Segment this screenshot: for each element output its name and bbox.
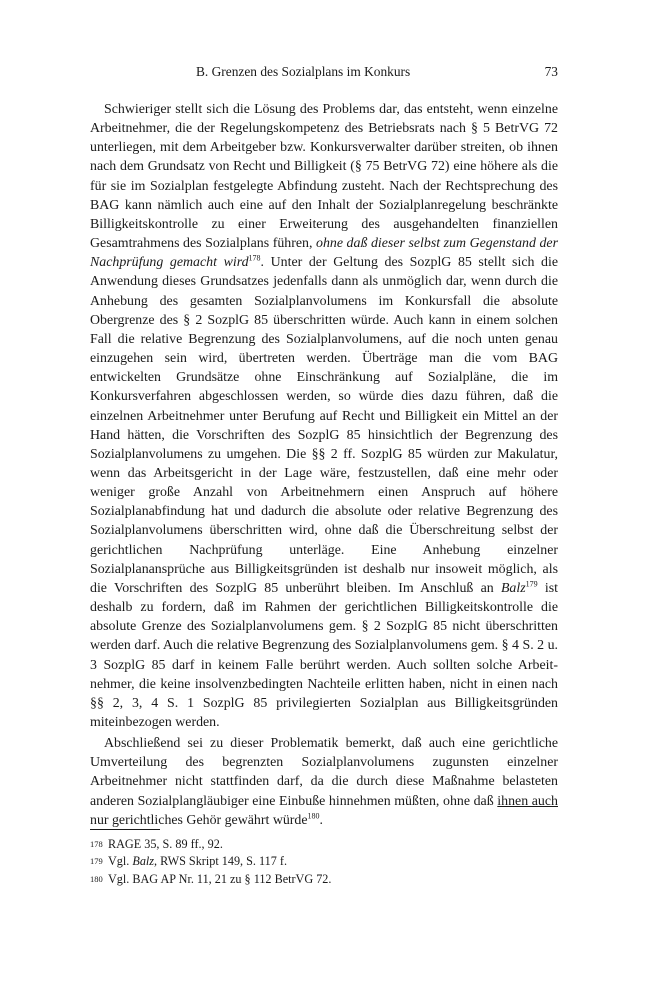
- paragraph-1: [90, 100, 558, 732]
- footnote: [90, 853, 558, 871]
- footnote-text: RAGE 35, S. 89 ff., 92.: [108, 836, 223, 851]
- running-title: B. Grenzen des Sozialplans im Konkurs: [196, 64, 411, 79]
- footnote-text: Vgl.: [108, 854, 133, 869]
- footnote-number: 179: [90, 856, 103, 867]
- paragraph-1-text-b: . Unter der Geltung des SozplG 85 stellt sich die Anwendung dieses Grundsatzes jedenfalls dann als unmöglich dar, wenn durch die Anhebung des gesamten Sozialplanvolumens im Konkursfall die absolute Obergrenze des § 2 SozplG 85 überschritten würde. Auch kann in einem solchen Fall die relative Begrenzung des Sozialplanvolumens, auf die noch unten genau einzugehen sein wird, übertreten werden. Überträge man die vom BAG entwickelten Grundsätze ohne Einschränkung auf Sozialpläne, die im Konkursverfahren abgeschlossen werden, so würde dies dazu führen, daß die einzelnen Arbeitnehmer unter Berufung auf Recht und Billigkeit ein Mittel an der Hand hätten, die Vorschriften des SozplG 85 hinsichtlich der Begrenzung des Sozialplanvolumens zu umgehen. Die §§ 2 ff. SozplG 85 würden zur Makulatur, wenn das Arbeitsgericht in der Lage wäre, festzustellen, daß eine mehr oder weniger große Anzahl von Arbeitnehmern einen Anspruch auf höhere Sozialplanabfindung hat und dadurch die absolute oder relative Begrenzung des Sozialplanvolumens überschritten wird, ohne daß die Überschreitung selbst der gerichtlichen Nachprüfung unterläge. Eine Anhebung einzelner Sozialplanansprüche aus Billigkeitsgründen ist deshalb nur insoweit möglich, als die Vorschriften des SozplG 85 unberührt bleiben. Im Anschluß an: [90, 255, 558, 596]
- underlined-phrase: ihnen auch: [497, 793, 558, 809]
- footnote-ref-178: 178: [248, 253, 261, 263]
- footnote-text-rest: RWS Skript 149, S. 117 f.: [157, 854, 287, 869]
- page-number: 73: [544, 64, 558, 79]
- paragraph-1-text-c: ist deshalb zu fordern, daß im Rahmen der gerichtlichen Billigkeitskontrolle die absolute Grenze des Sozialplanvolumens gem. § 2 SozplG 85 nicht überschritten werden darf. Auch die relative Begrenzung des Sozialplanvolumens gem. § 4 S. 2 u. 3 SozplG 85 darf in keinem Falle berührt werden. Auch sollten solche Arbeitnehmer, die keine insolvenzbedingten Nachteile erlitten haben, nicht in einen nach §§ 2, 3, 4 S. 1 SozplG 85 privilegierten Sozialplan aus Billigkeitsgründen miteinbezogen werden.: [90, 580, 558, 730]
- footnote-text: Vgl. BAG AP Nr. 11, 21 zu § 112 BetrVG 72.: [108, 871, 332, 886]
- paragraph-2-text-b: nur gerichtliches Gehör gewährt würde: [90, 812, 308, 828]
- footnote: [90, 836, 558, 854]
- footnotes: [90, 836, 558, 889]
- paragraph-2: [90, 734, 558, 830]
- paragraph-2-text-c: .: [319, 812, 324, 828]
- footnote-ref-179: 179: [525, 579, 538, 589]
- paragraph-2-text-a: Abschließend sei zu dieser Problematik bemerkt, daß auch eine gerichtliche Umverteilung des begrenzten Sozialplanvolumens zugunsten einzelner Arbeitnehmer nicht stattfinden darf, da die durch diese Maßnahme belasteten anderen Sozialplangläubiger eine Einbuße hinnehmen müßten, ohne daß: [90, 736, 558, 809]
- author-name-balz: Balz: [500, 580, 526, 596]
- body-text: [90, 100, 558, 830]
- paragraph-1-italic-quote: ohne daß dieser selbst zum Gegenstand der Nachprüfung gemacht wird: [90, 236, 559, 271]
- footnote-number: 180: [90, 873, 103, 884]
- document-page: [90, 62, 558, 888]
- footnote-ref-180: 180: [307, 811, 320, 821]
- running-header: [90, 62, 558, 82]
- footnote-number: 178: [90, 838, 103, 849]
- footnote: [90, 871, 558, 889]
- footnote-author: Balz,: [132, 854, 158, 869]
- paragraph-1-text-a: Schwieriger stellt sich die Lösung des Problems dar, das entsteht, wenn einzelne Arbeitnehmer, die der Regelungskompetenz des Betriebsrats nach § 5 BetrVG 72 unterliegen, mit dem Arbeitgeber bzw. Konkursverwalter darüber streiten, ob ihnen nach dem Grundsatz von Recht und Billigkeit (§ 75 BetrVG 72) eine höhere als die für sie im Sozialplan festgelegte Abfindung zusteht. Nach der Rechtsprechung des BAG kann nämlich auch eine auf den Inhalt der Sozialplanregelung beschränkte Billigkeitskontrolle zu einer Erweiterung des ausgehandelten finanziellen Gesamtrahmens des Sozialplans führen,: [90, 102, 558, 252]
